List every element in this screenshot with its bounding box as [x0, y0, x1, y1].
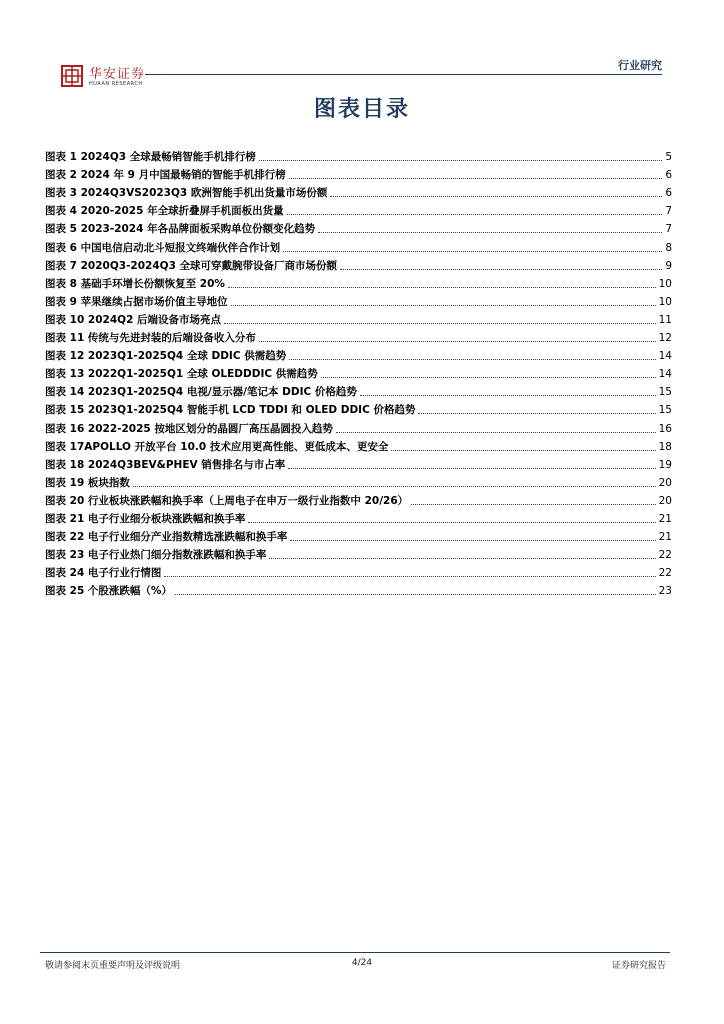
- toc-entry-page: 14: [658, 350, 672, 363]
- toc-entry[interactable]: [45, 291, 672, 309]
- toc-leader: [330, 196, 662, 197]
- toc-entry[interactable]: [45, 345, 672, 363]
- toc-entry-page: 5: [665, 151, 672, 164]
- toc-entry-label: 图表 7 2020Q3-2024Q3 全球可穿戴腕带设备厂商市场份额: [45, 259, 338, 272]
- toc-leader: [336, 432, 656, 433]
- toc-entry[interactable]: [45, 381, 672, 399]
- toc-leader: [288, 468, 655, 469]
- toc-leader: [340, 269, 662, 270]
- toc-entry-page: 8: [665, 241, 672, 254]
- toc-entry-label: 图表 18 2024Q3BEV&PHEV 销售排名与市占率: [45, 458, 286, 471]
- toc-entry-page: 22: [658, 549, 672, 562]
- toc-entry-label: 图表 23 电子行业热门细分指数涨跌幅和换手率: [45, 549, 267, 562]
- footer-divider: [40, 952, 670, 953]
- toc-entry-label: 图表 24 电子行业行情图: [45, 567, 162, 580]
- toc-leader: [411, 504, 655, 505]
- brand-name: 华安证券: [89, 67, 146, 82]
- toc-leader: [248, 522, 655, 523]
- toc-entry-label: 图表 2 2024 年 9 月中国最畅销的智能手机排行榜: [45, 169, 286, 182]
- toc-leader: [318, 232, 662, 233]
- toc-entry[interactable]: [45, 544, 672, 562]
- toc-entry-page: 12: [658, 332, 672, 345]
- toc-entry-label: 图表 10 2024Q2 后端设备市场亮点: [45, 313, 222, 326]
- report-type: 证券研究报告: [611, 961, 666, 971]
- toc-entry[interactable]: [45, 562, 672, 580]
- toc-entry[interactable]: [45, 218, 672, 236]
- toc-leader: [290, 540, 655, 541]
- brand-subtitle: HUAAN RESEARCH: [89, 81, 143, 87]
- toc-entry-page: 18: [658, 440, 672, 453]
- toc-entry-label: 图表 21 电子行业细分板块涨跌幅和换手率: [45, 512, 246, 525]
- toc-leader: [224, 323, 656, 324]
- toc-entry-label: 图表 17APOLLO 开放平台 10.0 技术应用更高性能、更低成本、更安全: [45, 440, 389, 453]
- toc-entry[interactable]: [45, 508, 672, 526]
- toc-entry-page: 10: [658, 295, 672, 308]
- toc-entry-label: 图表 19 板块指数: [45, 476, 130, 489]
- toc-entry-page: 15: [658, 386, 672, 399]
- toc-entry[interactable]: [45, 146, 672, 164]
- toc-leader: [360, 395, 656, 396]
- toc-entry[interactable]: [45, 236, 672, 254]
- toc-entry-page: 19: [658, 458, 672, 471]
- toc-entry[interactable]: [45, 490, 672, 508]
- table-of-figures: [45, 146, 672, 598]
- toc-entry-page: 22: [658, 567, 672, 580]
- toc-leader: [287, 214, 663, 215]
- toc-leader: [283, 251, 662, 252]
- page-number: 4/24: [351, 958, 373, 968]
- toc-entry-label: 图表 4 2020-2025 年全球折叠屏手机面板出货量: [45, 205, 284, 218]
- toc-entry-page: 6: [665, 187, 672, 200]
- toc-entry[interactable]: [45, 526, 672, 544]
- toc-entry-page: 7: [665, 205, 672, 218]
- toc-leader: [228, 287, 656, 288]
- toc-entry[interactable]: [45, 182, 672, 200]
- toc-leader: [259, 341, 656, 342]
- footer-disclaimer: 敬请参阅末页重要声明及评级说明: [45, 961, 181, 971]
- toc-leader: [321, 377, 656, 378]
- toc-entry-label: 图表 16 2022-2025 按地区划分的晶圆厂高压晶圆投入趋势: [45, 422, 333, 435]
- toc-entry[interactable]: [45, 454, 672, 472]
- toc-entry-page: 11: [658, 313, 672, 326]
- toc-entry-label: 图表 11 传统与先进封装的后端设备收入分布: [45, 332, 256, 345]
- toc-entry[interactable]: [45, 200, 672, 218]
- toc-entry[interactable]: [45, 363, 672, 381]
- toc-entry-label: 图表 5 2023-2024 年各品牌面板采购单位份额变化趋势: [45, 223, 316, 236]
- toc-entry[interactable]: [45, 417, 672, 435]
- brand-seal-icon: [61, 65, 83, 87]
- toc-entry-label: 图表 20 行业板块涨跌幅和换手率（上周电子在申万一级行业指数中 20/26）: [45, 494, 409, 507]
- page-header: [45, 57, 662, 91]
- toc-entry-label: 图表 22 电子行业细分产业指数精选涨跌幅和换手率: [45, 531, 288, 544]
- toc-entry[interactable]: [45, 580, 672, 598]
- toc-entry-label: 图表 9 苹果继续占据市场价值主导地位: [45, 295, 228, 308]
- toc-entry[interactable]: [45, 309, 672, 327]
- toc-entry-label: 图表 13 2022Q1-2025Q1 全球 OLEDDDIC 供需趋势: [45, 368, 318, 381]
- toc-entry-label: 图表 1 2024Q3 全球最畅销智能手机排行榜: [45, 151, 256, 164]
- toc-entry[interactable]: [45, 399, 672, 417]
- toc-leader: [289, 178, 663, 179]
- toc-entry-label: 图表 25 个股涨跌幅（%）: [45, 585, 172, 598]
- toc-entry-page: 14: [658, 368, 672, 381]
- toc-entry-page: 20: [658, 494, 672, 507]
- report-category: 行业研究: [618, 59, 662, 72]
- toc-leader: [133, 486, 656, 487]
- toc-entry[interactable]: [45, 255, 672, 273]
- toc-leader: [164, 576, 655, 577]
- toc-entry-label: 图表 14 2023Q1-2025Q4 电视/显示器/笔记本 DDIC 价格趋势: [45, 386, 357, 399]
- toc-entry-label: 图表 12 2023Q1-2025Q4 全球 DDIC 供需趋势: [45, 350, 287, 363]
- toc-entry-label: 图表 8 基础手环增长份额恢复至 20%: [45, 277, 225, 290]
- toc-entry-page: 9: [665, 259, 672, 272]
- toc-entry-page: 21: [658, 531, 672, 544]
- toc-entry-label: 图表 15 2023Q1-2025Q4 智能手机 LCD TDDI 和 OLED DDIC 价格趋势: [45, 404, 416, 417]
- toc-leader: [391, 450, 655, 451]
- toc-leader: [175, 594, 656, 595]
- toc-entry-page: 23: [658, 585, 672, 598]
- toc-leader: [289, 359, 655, 360]
- toc-entry[interactable]: [45, 327, 672, 345]
- toc-entry-page: 16: [658, 422, 672, 435]
- page-title: 图表目录: [313, 97, 410, 122]
- header-divider: [145, 74, 662, 75]
- toc-entry-label: 图表 6 中国电信启动北斗短报文终端伙伴合作计划: [45, 241, 281, 254]
- toc-leader: [269, 558, 655, 559]
- toc-entry-page: 6: [665, 169, 672, 182]
- toc-entry-page: 21: [658, 512, 672, 525]
- toc-leader: [231, 305, 656, 306]
- toc-entry-page: 10: [658, 277, 672, 290]
- toc-leader: [418, 413, 655, 414]
- toc-entry[interactable]: [45, 273, 672, 291]
- toc-entry[interactable]: [45, 164, 672, 182]
- toc-entry-page: 7: [665, 223, 672, 236]
- toc-entry[interactable]: [45, 436, 672, 454]
- toc-entry[interactable]: [45, 472, 672, 490]
- brand-logo: [45, 59, 175, 93]
- toc-entry-page: 20: [658, 476, 672, 489]
- toc-entry-label: 图表 3 2024Q3VS2023Q3 欧洲智能手机出货量市场份额: [45, 187, 328, 200]
- toc-leader: [259, 160, 663, 161]
- toc-entry-page: 15: [658, 404, 672, 417]
